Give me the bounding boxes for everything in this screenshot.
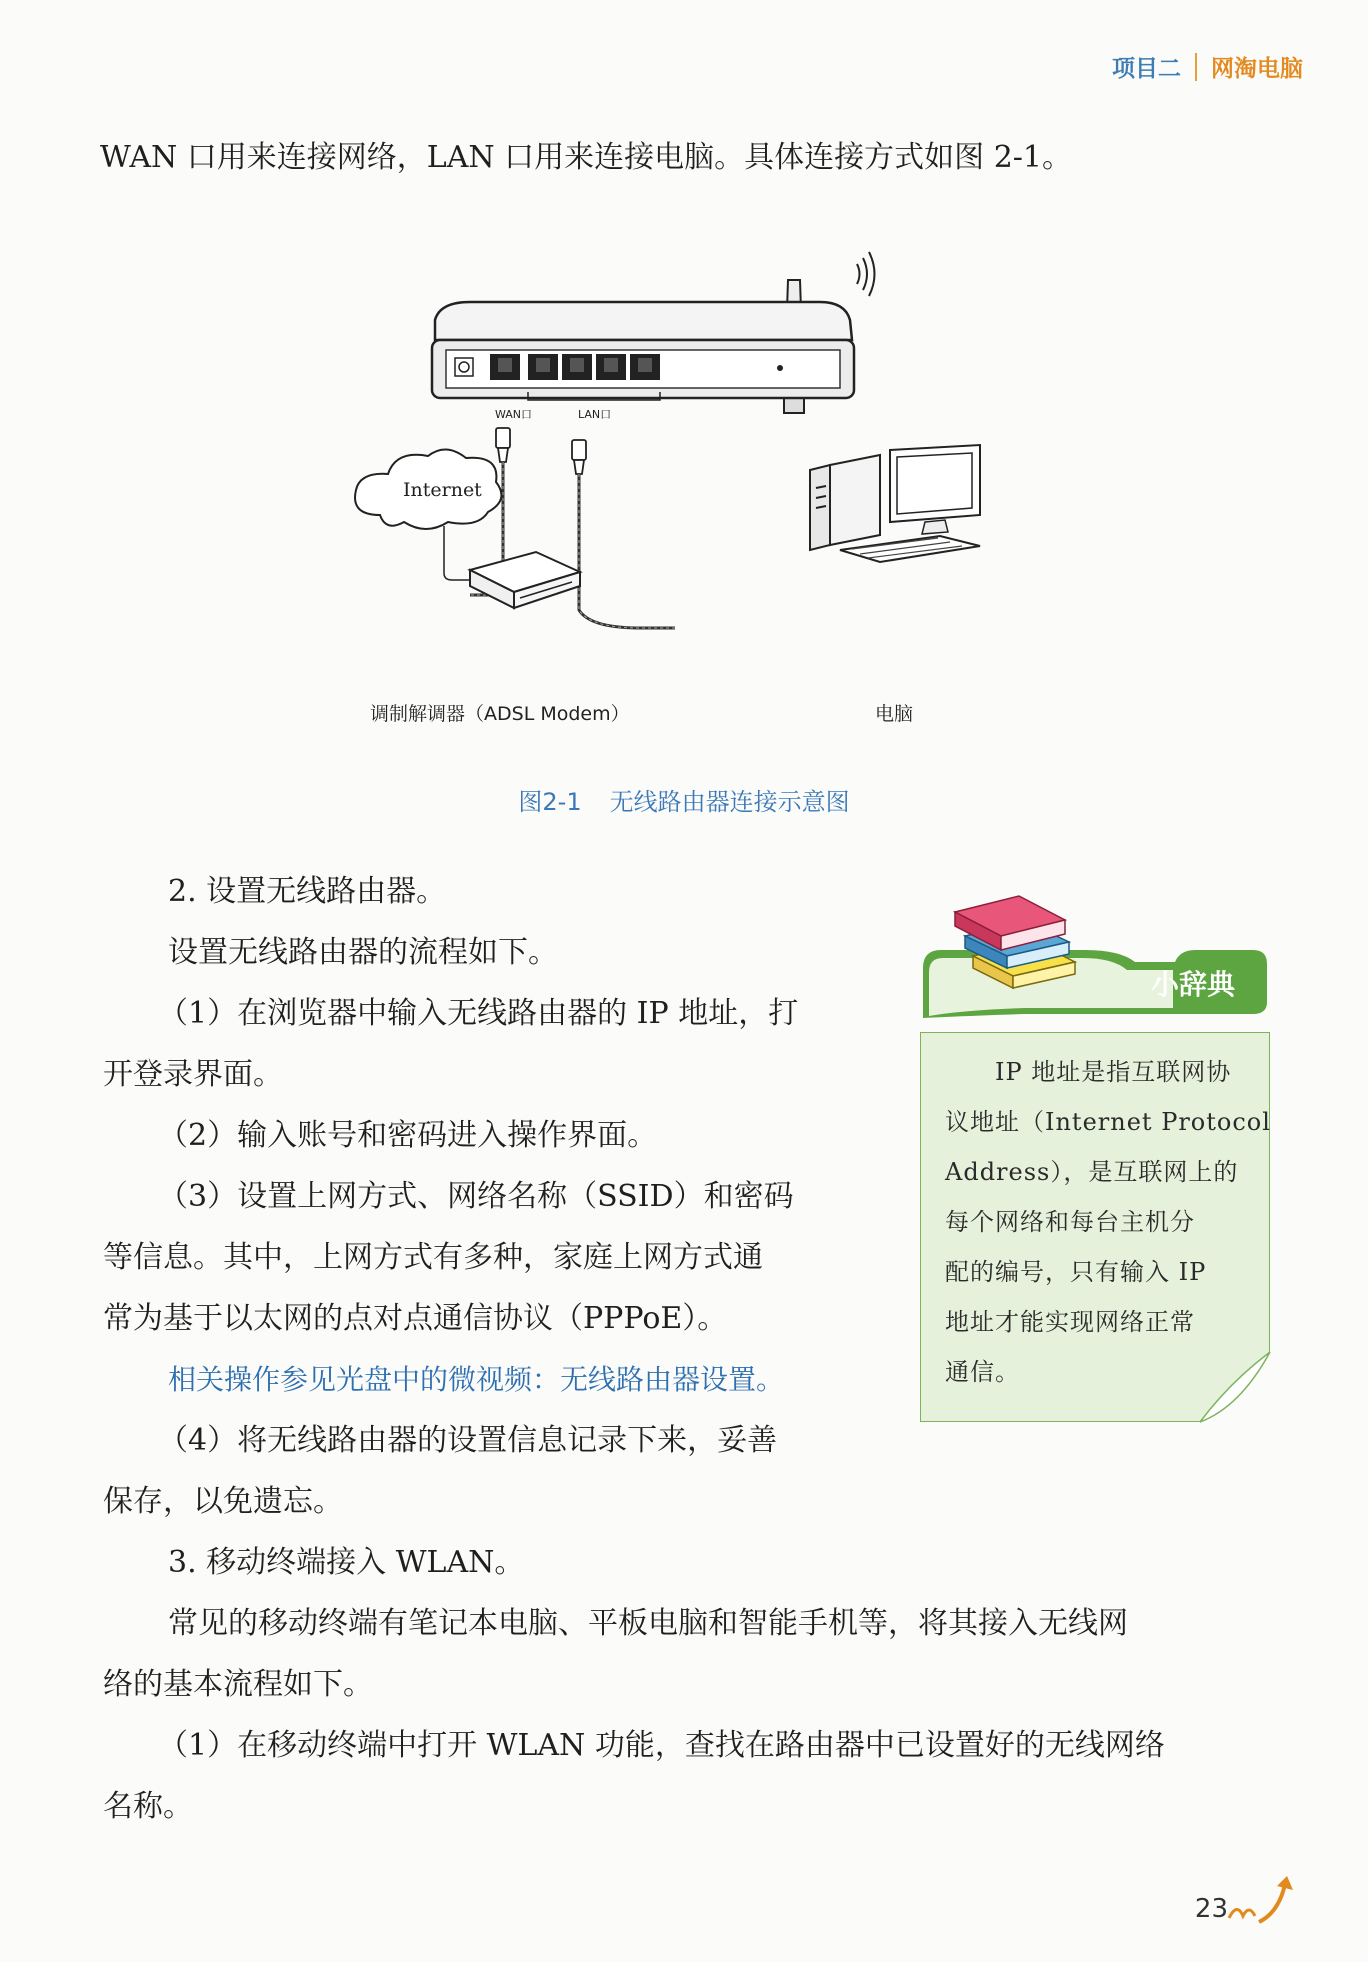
page-number: 23 bbox=[1194, 1894, 1228, 1924]
page-fold-decoration bbox=[1200, 1352, 1272, 1424]
dictionary-line: IP 地址是指互联网协 bbox=[995, 1058, 1232, 1086]
intro-paragraph: WAN 口用来连接网络，LAN 口用来连接电脑。具体连接方式如图 2-1。 bbox=[100, 140, 1073, 175]
modem-icon bbox=[470, 552, 580, 608]
figure-caption-title: 无线路由器连接示意图 bbox=[609, 788, 850, 816]
dictionary-title: 小辞典 bbox=[1150, 968, 1236, 1001]
section3-step1-line1: （1）在移动终端中打开 WLAN 功能，查找在路由器中已设置好的无线网络 bbox=[158, 1728, 1165, 1763]
running-header bbox=[1112, 50, 1303, 83]
section2-step3-line2: 等信息。其中，上网方式有多种，家庭上网方式通 bbox=[103, 1240, 763, 1275]
dictionary-line: 地址才能实现网络正常 bbox=[945, 1308, 1195, 1336]
section2-step1-line2: 开登录界面。 bbox=[103, 1057, 283, 1092]
header-project: 项目二 bbox=[1112, 56, 1181, 82]
section2-step3-line3: 常为基于以太网的点对点通信协议（PPPoE）。 bbox=[103, 1301, 728, 1336]
section2-intro: 设置无线路由器的流程如下。 bbox=[168, 935, 558, 970]
lan-label: LAN口 bbox=[578, 408, 612, 421]
header-divider bbox=[1195, 53, 1197, 81]
lan-plug-icon bbox=[572, 440, 586, 474]
modem-label: 调制解调器（ADSL Modem） bbox=[370, 703, 630, 725]
section2-step2: （2）输入账号和密码进入操作界面。 bbox=[158, 1118, 658, 1153]
figure-caption-number: 图2-1 bbox=[518, 788, 582, 816]
computer-icon bbox=[810, 445, 980, 562]
section2-step1-line1: （1）在浏览器中输入无线路由器的 IP 地址，打 bbox=[158, 996, 799, 1031]
dictionary-line: 每个网络和每台主机分 bbox=[945, 1208, 1195, 1236]
section3-step1-line2: 名称。 bbox=[103, 1789, 193, 1824]
dictionary-header bbox=[915, 890, 1275, 1020]
dictionary-text bbox=[945, 1047, 1271, 1397]
internet-cloud-icon bbox=[355, 449, 501, 529]
pc-label: 电脑 bbox=[875, 703, 914, 725]
page-arrow-icon bbox=[1223, 1872, 1313, 1932]
video-note: 相关操作参见光盘中的微视频：无线路由器设置。 bbox=[168, 1363, 785, 1396]
header-topic: 网淘电脑 bbox=[1211, 56, 1303, 82]
wan-label: WAN口 bbox=[495, 408, 533, 421]
wan-plug-icon bbox=[496, 428, 510, 462]
dictionary-line: 通信。 bbox=[945, 1358, 1020, 1386]
section3-title: 3. 移动终端接入 WLAN。 bbox=[168, 1545, 525, 1580]
section2-step4-line2: 保存，以免遗忘。 bbox=[103, 1484, 343, 1519]
section3-intro-line1: 常见的移动终端有笔记本电脑、平板电脑和智能手机等，将其接入无线网 bbox=[168, 1606, 1128, 1641]
dictionary-line: Address），是互联网上的 bbox=[945, 1158, 1239, 1186]
dictionary-line: 议地址（Internet Protocol bbox=[945, 1108, 1271, 1136]
section3-intro-line2: 络的基本流程如下。 bbox=[103, 1667, 373, 1702]
router-connection-diagram bbox=[340, 250, 1020, 750]
section2-step3-line1: （3）设置上网方式、网络名称（SSID）和密码 bbox=[158, 1179, 794, 1214]
section2-title: 2. 设置无线路由器。 bbox=[168, 874, 447, 909]
router-icon bbox=[432, 302, 854, 398]
figure-caption bbox=[0, 782, 1368, 817]
dictionary-line: 配的编号，只有输入 IP bbox=[945, 1258, 1207, 1286]
internet-label: Internet bbox=[403, 479, 482, 501]
wifi-signal-icon bbox=[857, 252, 875, 296]
section2-step4-line1: （4）将无线路由器的设置信息记录下来，妥善 bbox=[158, 1423, 778, 1458]
